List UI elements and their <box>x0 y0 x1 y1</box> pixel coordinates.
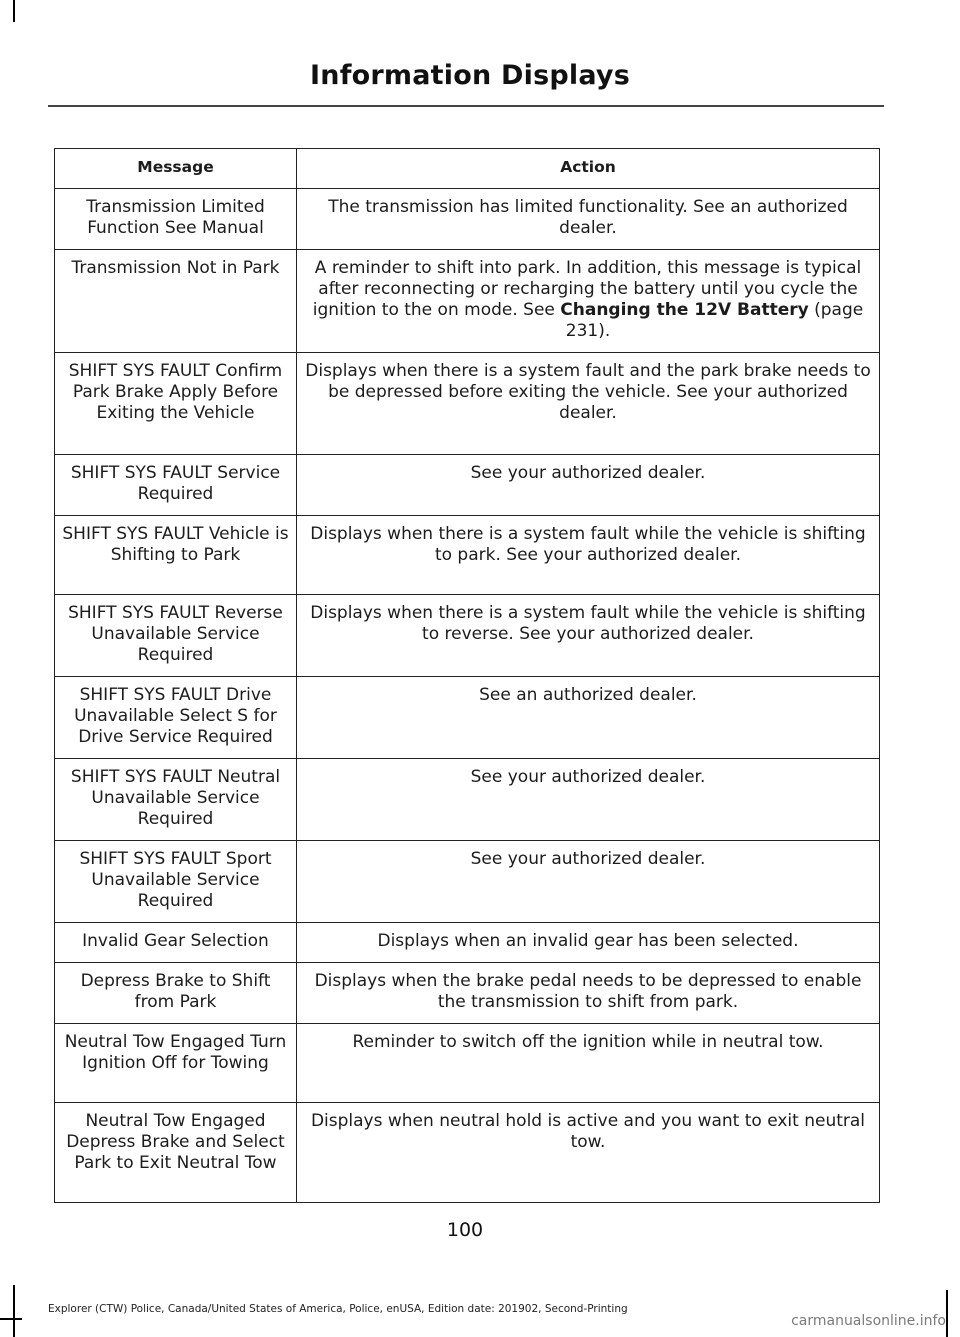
table-row <box>55 250 880 353</box>
footer-edition-info: Explorer (CTW) Police, Canada/United States of America, Police, enUSA, Edition date: 201902, Second-Printing <box>48 1303 628 1315</box>
table-row <box>55 759 880 841</box>
action-cell: Reminder to switch off the ignition while in neutral tow. <box>297 1024 880 1103</box>
table-row <box>55 455 880 516</box>
action-cell: Displays when there is a system fault while the vehicle is shifting to park. See your authorized dealer. <box>297 516 880 595</box>
message-cell: Neutral Tow Engaged Turn Ignition Off for Towing <box>55 1024 297 1103</box>
message-cell: Transmission Limited Function See Manual <box>55 189 297 250</box>
action-cell: See your authorized dealer. <box>297 841 880 923</box>
table-row <box>55 1103 880 1203</box>
message-cell: SHIFT SYS FAULT Service Required <box>55 455 297 516</box>
action-cell: See your authorized dealer. <box>297 759 880 841</box>
message-cell: Depress Brake to Shift from Park <box>55 963 297 1024</box>
crop-mark-bottom-left <box>13 1285 15 1337</box>
message-cell: SHIFT SYS FAULT Drive Unavailable Select S for Drive Service Required <box>55 677 297 759</box>
action-cell: See an authorized dealer. <box>297 677 880 759</box>
column-header-message: Message <box>55 149 297 189</box>
cross-reference-link[interactable]: Changing the 12V Battery <box>560 300 809 320</box>
table-row <box>55 1024 880 1103</box>
table-row <box>55 677 880 759</box>
title-divider <box>48 105 884 107</box>
crop-mark-top-left <box>13 0 15 22</box>
page-reference: (page 231). <box>565 300 864 341</box>
table-row <box>55 841 880 923</box>
table-row <box>55 595 880 677</box>
action-cell <box>297 250 880 353</box>
table-row <box>55 516 880 595</box>
action-cell: Displays when an invalid gear has been selected. <box>297 923 880 963</box>
message-cell: Neutral Tow Engaged Depress Brake and Select Park to Exit Neutral Tow <box>55 1103 297 1203</box>
crop-mark-bottom-right <box>946 1290 948 1337</box>
action-cell: See your authorized dealer. <box>297 455 880 516</box>
table-row <box>55 189 880 250</box>
message-cell: Transmission Not in Park <box>55 250 297 353</box>
action-text: A reminder to shift into park. In addition, this message is typical after reconnecting or recharging the battery until you cycle the ignition to the on mode. See <box>312 258 862 320</box>
table-row <box>55 353 880 455</box>
action-cell: Displays when there is a system fault and the park brake needs to be depressed before exiting the vehicle. See your authorized dealer. <box>297 353 880 455</box>
action-cell: Displays when neutral hold is active and you want to exit neutral tow. <box>297 1103 880 1203</box>
message-cell: SHIFT SYS FAULT Reverse Unavailable Service Required <box>55 595 297 677</box>
message-cell: SHIFT SYS FAULT Vehicle is Shifting to Park <box>55 516 297 595</box>
crop-mark-bottom-left-h <box>0 1318 22 1320</box>
message-cell: SHIFT SYS FAULT Confirm Park Brake Apply Before Exiting the Vehicle <box>55 353 297 455</box>
action-cell: Displays when the brake pedal needs to be depressed to enable the transmission to shift from park. <box>297 963 880 1024</box>
action-cell: The transmission has limited functionality. See an authorized dealer. <box>297 189 880 250</box>
message-cell: Invalid Gear Selection <box>55 923 297 963</box>
page-title: Information Displays <box>310 60 630 91</box>
message-cell: SHIFT SYS FAULT Sport Unavailable Service Required <box>55 841 297 923</box>
table-row <box>55 963 880 1024</box>
page-number: 100 <box>446 1219 484 1241</box>
column-header-action: Action <box>297 149 880 189</box>
message-cell: SHIFT SYS FAULT Neutral Unavailable Service Required <box>55 759 297 841</box>
table-header-row <box>55 149 880 189</box>
action-cell: Displays when there is a system fault while the vehicle is shifting to reverse. See your authorized dealer. <box>297 595 880 677</box>
watermark: carmanualsonline.info <box>791 1313 946 1329</box>
table-row <box>55 923 880 963</box>
message-table <box>54 148 880 1203</box>
